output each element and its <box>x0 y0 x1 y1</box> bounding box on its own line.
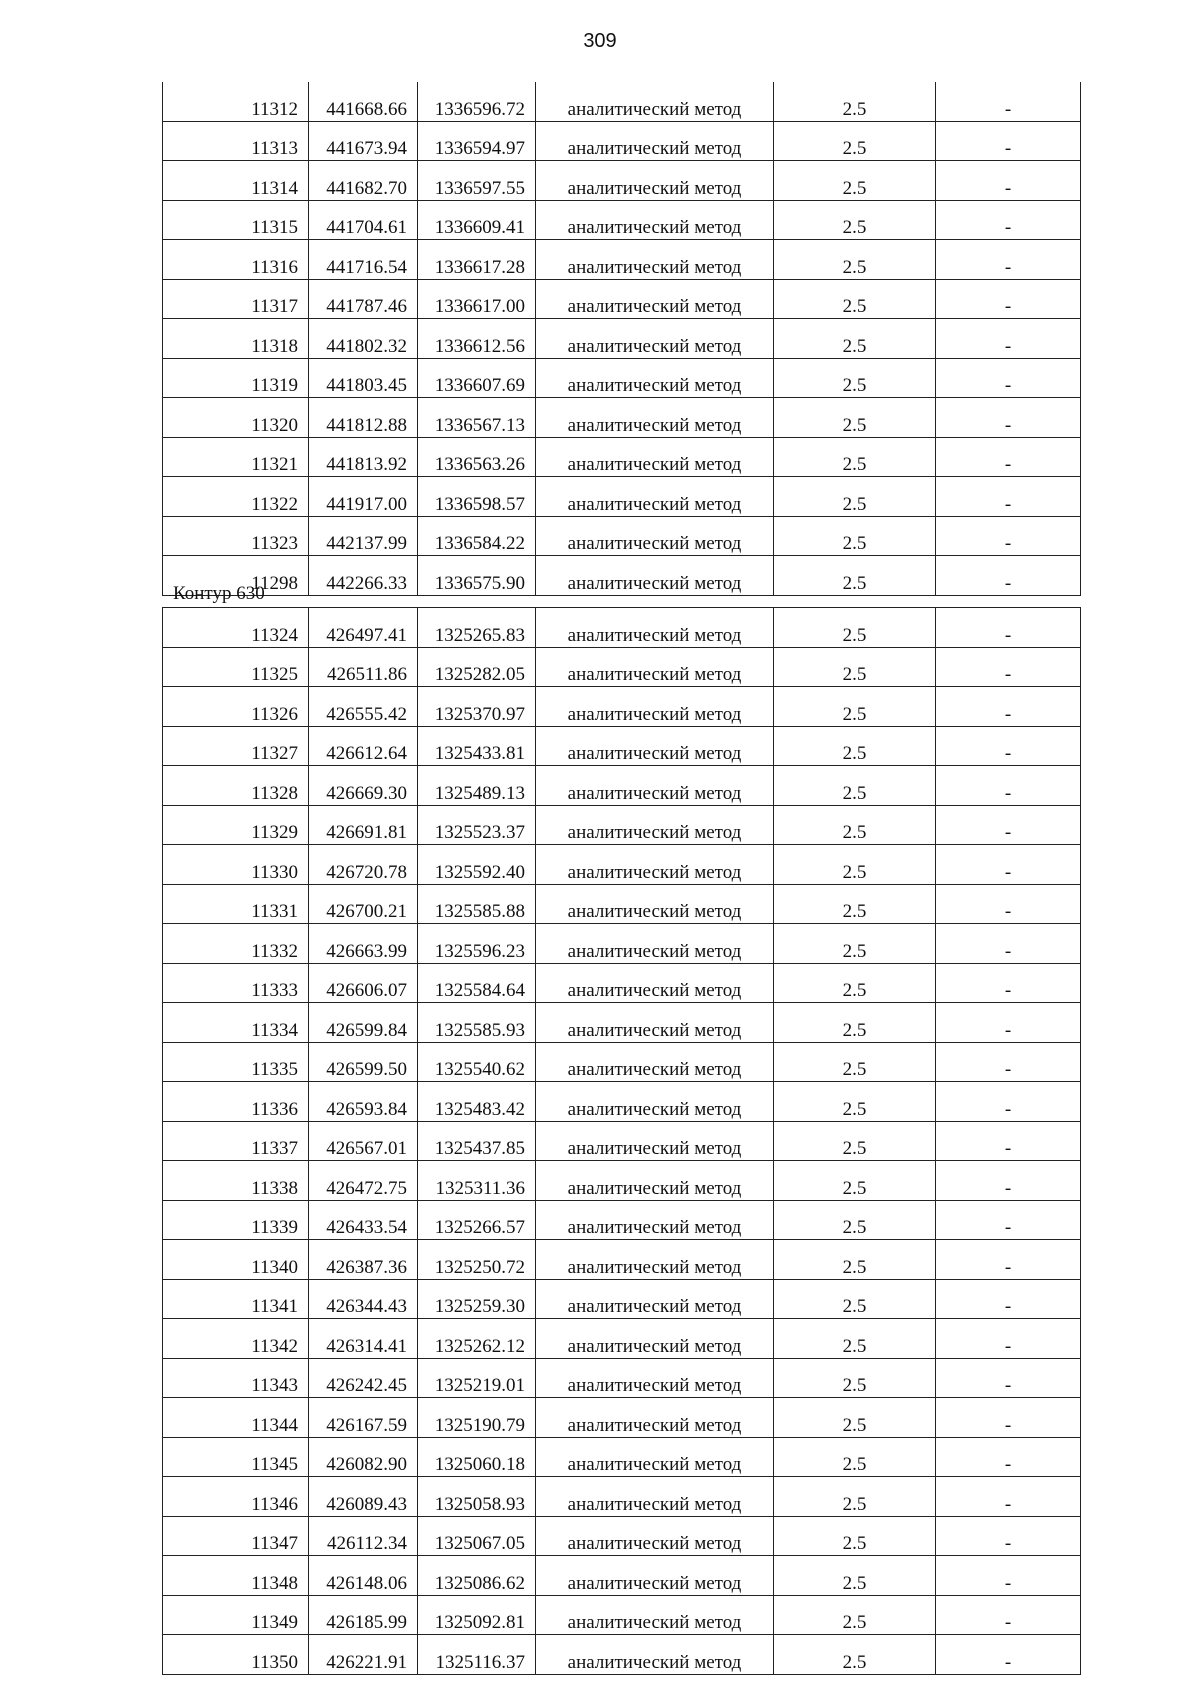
method-cell: аналитический метод <box>536 240 774 280</box>
point-number-cell: 11326 <box>163 687 309 727</box>
table-row <box>163 884 1081 924</box>
y-coordinate-cell: 1336617.28 <box>418 240 536 280</box>
method-cell: аналитический метод <box>536 1635 774 1675</box>
y-coordinate-cell: 1336597.55 <box>418 161 536 201</box>
x-coordinate-cell: 441917.00 <box>309 477 418 517</box>
x-coordinate-cell: 441668.66 <box>309 82 418 121</box>
note-cell: - <box>936 398 1081 438</box>
point-number-cell: 11324 <box>163 608 309 648</box>
note-cell: - <box>936 1477 1081 1517</box>
point-number-cell: 11328 <box>163 766 309 806</box>
x-coordinate-cell: 426221.91 <box>309 1635 418 1675</box>
point-number-cell: 11336 <box>163 1082 309 1122</box>
x-coordinate-cell: 441813.92 <box>309 437 418 477</box>
y-coordinate-cell: 1325540.62 <box>418 1042 536 1082</box>
y-coordinate-cell: 1336567.13 <box>418 398 536 438</box>
y-coordinate-cell: 1336594.97 <box>418 121 536 161</box>
table-row <box>163 1240 1081 1280</box>
note-cell: - <box>936 1398 1081 1438</box>
point-number-cell: 11314 <box>163 161 309 201</box>
note-cell: - <box>936 1595 1081 1635</box>
method-cell: аналитический метод <box>536 279 774 319</box>
x-coordinate-cell: 426472.75 <box>309 1161 418 1201</box>
x-coordinate-cell: 426185.99 <box>309 1595 418 1635</box>
accuracy-cell: 2.5 <box>774 1319 936 1359</box>
point-number-cell: 11313 <box>163 121 309 161</box>
table-row <box>163 1042 1081 1082</box>
note-cell: - <box>936 805 1081 845</box>
note-cell: - <box>936 884 1081 924</box>
accuracy-cell: 2.5 <box>774 766 936 806</box>
contour-label: Контур 630 <box>173 583 265 604</box>
y-coordinate-cell: 1325116.37 <box>418 1635 536 1675</box>
table-row <box>163 516 1081 556</box>
y-coordinate-cell: 1325219.01 <box>418 1358 536 1398</box>
accuracy-cell: 2.5 <box>774 240 936 280</box>
x-coordinate-cell: 426344.43 <box>309 1279 418 1319</box>
note-cell: - <box>936 1161 1081 1201</box>
y-coordinate-cell: 1325058.93 <box>418 1477 536 1517</box>
y-coordinate-cell: 1325086.62 <box>418 1556 536 1596</box>
point-number-cell: 11298 <box>163 556 309 596</box>
method-cell: аналитический метод <box>536 1437 774 1477</box>
method-cell: аналитический метод <box>536 1161 774 1201</box>
table-row <box>163 924 1081 964</box>
accuracy-cell: 2.5 <box>774 687 936 727</box>
coordinates-table-contour-630 <box>162 607 1081 1675</box>
table-row <box>163 766 1081 806</box>
accuracy-cell: 2.5 <box>774 608 936 648</box>
method-cell: аналитический метод <box>536 608 774 648</box>
note-cell: - <box>936 647 1081 687</box>
method-cell: аналитический метод <box>536 1398 774 1438</box>
table-row <box>163 1477 1081 1517</box>
accuracy-cell: 2.5 <box>774 845 936 885</box>
accuracy-cell: 2.5 <box>774 924 936 964</box>
table-row <box>163 1082 1081 1122</box>
note-cell: - <box>936 1437 1081 1477</box>
y-coordinate-cell: 1336584.22 <box>418 516 536 556</box>
method-cell: аналитический метод <box>536 963 774 1003</box>
table-row <box>163 1437 1081 1477</box>
table-row <box>163 358 1081 398</box>
table-row <box>163 319 1081 359</box>
point-number-cell: 11312 <box>163 82 309 121</box>
table-row <box>163 726 1081 766</box>
note-cell: - <box>936 121 1081 161</box>
note-cell: - <box>936 845 1081 885</box>
x-coordinate-cell: 426112.34 <box>309 1516 418 1556</box>
y-coordinate-cell: 1325067.05 <box>418 1516 536 1556</box>
method-cell: аналитический метод <box>536 1358 774 1398</box>
accuracy-cell: 2.5 <box>774 726 936 766</box>
accuracy-cell: 2.5 <box>774 1279 936 1319</box>
point-number-cell: 11335 <box>163 1042 309 1082</box>
table-row <box>163 1358 1081 1398</box>
y-coordinate-cell: 1325437.85 <box>418 1121 536 1161</box>
method-cell: аналитический метод <box>536 1082 774 1122</box>
x-coordinate-cell: 426612.64 <box>309 726 418 766</box>
point-number-cell: 11315 <box>163 200 309 240</box>
accuracy-cell: 2.5 <box>774 358 936 398</box>
table-row <box>163 1003 1081 1043</box>
accuracy-cell: 2.5 <box>774 1556 936 1596</box>
note-cell: - <box>936 279 1081 319</box>
y-coordinate-cell: 1325592.40 <box>418 845 536 885</box>
accuracy-cell: 2.5 <box>774 279 936 319</box>
accuracy-cell: 2.5 <box>774 477 936 517</box>
table-row <box>163 437 1081 477</box>
note-cell: - <box>936 766 1081 806</box>
accuracy-cell: 2.5 <box>774 1003 936 1043</box>
table-row <box>163 279 1081 319</box>
accuracy-cell: 2.5 <box>774 398 936 438</box>
table-row <box>163 121 1081 161</box>
method-cell: аналитический метод <box>536 477 774 517</box>
point-number-cell: 11331 <box>163 884 309 924</box>
x-coordinate-cell: 426691.81 <box>309 805 418 845</box>
point-number-cell: 11341 <box>163 1279 309 1319</box>
method-cell: аналитический метод <box>536 1003 774 1043</box>
y-coordinate-cell: 1336598.57 <box>418 477 536 517</box>
point-number-cell: 11342 <box>163 1319 309 1359</box>
table-row <box>163 1279 1081 1319</box>
point-number-cell: 11347 <box>163 1516 309 1556</box>
method-cell: аналитический метод <box>536 437 774 477</box>
point-number-cell: 11340 <box>163 1240 309 1280</box>
x-coordinate-cell: 441787.46 <box>309 279 418 319</box>
point-number-cell: 11349 <box>163 1595 309 1635</box>
x-coordinate-cell: 441704.61 <box>309 200 418 240</box>
table-row <box>163 1319 1081 1359</box>
accuracy-cell: 2.5 <box>774 516 936 556</box>
x-coordinate-cell: 426314.41 <box>309 1319 418 1359</box>
note-cell: - <box>936 556 1081 596</box>
y-coordinate-cell: 1325585.93 <box>418 1003 536 1043</box>
method-cell: аналитический метод <box>536 398 774 438</box>
x-coordinate-cell: 441716.54 <box>309 240 418 280</box>
y-coordinate-cell: 1325259.30 <box>418 1279 536 1319</box>
method-cell: аналитический метод <box>536 647 774 687</box>
x-coordinate-cell: 426555.42 <box>309 687 418 727</box>
note-cell: - <box>936 1358 1081 1398</box>
accuracy-cell: 2.5 <box>774 437 936 477</box>
y-coordinate-cell: 1336575.90 <box>418 556 536 596</box>
y-coordinate-cell: 1325266.57 <box>418 1200 536 1240</box>
note-cell: - <box>936 963 1081 1003</box>
note-cell: - <box>936 319 1081 359</box>
accuracy-cell: 2.5 <box>774 1635 936 1675</box>
table-row <box>163 398 1081 438</box>
y-coordinate-cell: 1336609.41 <box>418 200 536 240</box>
accuracy-cell: 2.5 <box>774 1042 936 1082</box>
x-coordinate-cell: 426242.45 <box>309 1358 418 1398</box>
x-coordinate-cell: 441682.70 <box>309 161 418 201</box>
point-number-cell: 11344 <box>163 1398 309 1438</box>
x-coordinate-cell: 426148.06 <box>309 1556 418 1596</box>
note-cell: - <box>936 437 1081 477</box>
method-cell: аналитический метод <box>536 319 774 359</box>
y-coordinate-cell: 1325523.37 <box>418 805 536 845</box>
accuracy-cell: 2.5 <box>774 556 936 596</box>
point-number-cell: 11319 <box>163 358 309 398</box>
point-number-cell: 11332 <box>163 924 309 964</box>
y-coordinate-cell: 1325370.97 <box>418 687 536 727</box>
point-number-cell: 11330 <box>163 845 309 885</box>
x-coordinate-cell: 426567.01 <box>309 1121 418 1161</box>
note-cell: - <box>936 608 1081 648</box>
point-number-cell: 11323 <box>163 516 309 556</box>
table-row <box>163 240 1081 280</box>
note-cell: - <box>936 1516 1081 1556</box>
accuracy-cell: 2.5 <box>774 1200 936 1240</box>
table-row <box>163 647 1081 687</box>
accuracy-cell: 2.5 <box>774 1398 936 1438</box>
method-cell: аналитический метод <box>536 1556 774 1596</box>
accuracy-cell: 2.5 <box>774 1240 936 1280</box>
accuracy-cell: 2.5 <box>774 647 936 687</box>
accuracy-cell: 2.5 <box>774 805 936 845</box>
note-cell: - <box>936 516 1081 556</box>
point-number-cell: 11348 <box>163 1556 309 1596</box>
x-coordinate-cell: 441812.88 <box>309 398 418 438</box>
y-coordinate-cell: 1325282.05 <box>418 647 536 687</box>
note-cell: - <box>936 1200 1081 1240</box>
accuracy-cell: 2.5 <box>774 1595 936 1635</box>
note-cell: - <box>936 1042 1081 1082</box>
method-cell: аналитический метод <box>536 200 774 240</box>
point-number-cell: 11329 <box>163 805 309 845</box>
y-coordinate-cell: 1336617.00 <box>418 279 536 319</box>
table-row <box>163 963 1081 1003</box>
y-coordinate-cell: 1325092.81 <box>418 1595 536 1635</box>
method-cell: аналитический метод <box>536 687 774 727</box>
x-coordinate-cell: 426167.59 <box>309 1398 418 1438</box>
method-cell: аналитический метод <box>536 516 774 556</box>
y-coordinate-cell: 1325483.42 <box>418 1082 536 1122</box>
page-number: 309 <box>583 30 617 52</box>
table-row <box>163 82 1081 121</box>
method-cell: аналитический метод <box>536 1200 774 1240</box>
method-cell: аналитический метод <box>536 1279 774 1319</box>
table-row <box>163 1516 1081 1556</box>
accuracy-cell: 2.5 <box>774 1121 936 1161</box>
accuracy-cell: 2.5 <box>774 200 936 240</box>
y-coordinate-cell: 1325250.72 <box>418 1240 536 1280</box>
note-cell: - <box>936 1319 1081 1359</box>
accuracy-cell: 2.5 <box>774 884 936 924</box>
method-cell: аналитический метод <box>536 766 774 806</box>
point-number-cell: 11318 <box>163 319 309 359</box>
method-cell: аналитический метод <box>536 358 774 398</box>
method-cell: аналитический метод <box>536 1516 774 1556</box>
y-coordinate-cell: 1325262.12 <box>418 1319 536 1359</box>
x-coordinate-cell: 426720.78 <box>309 845 418 885</box>
y-coordinate-cell: 1336563.26 <box>418 437 536 477</box>
x-coordinate-cell: 426599.50 <box>309 1042 418 1082</box>
y-coordinate-cell: 1325060.18 <box>418 1437 536 1477</box>
x-coordinate-cell: 426089.43 <box>309 1477 418 1517</box>
point-number-cell: 11317 <box>163 279 309 319</box>
table-row <box>163 1398 1081 1438</box>
x-coordinate-cell: 441803.45 <box>309 358 418 398</box>
x-coordinate-cell: 441802.32 <box>309 319 418 359</box>
accuracy-cell: 2.5 <box>774 1516 936 1556</box>
x-coordinate-cell: 441673.94 <box>309 121 418 161</box>
y-coordinate-cell: 1336596.72 <box>418 82 536 121</box>
y-coordinate-cell: 1325433.81 <box>418 726 536 766</box>
note-cell: - <box>936 1556 1081 1596</box>
accuracy-cell: 2.5 <box>774 1082 936 1122</box>
method-cell: аналитический метод <box>536 805 774 845</box>
point-number-cell: 11322 <box>163 477 309 517</box>
accuracy-cell: 2.5 <box>774 161 936 201</box>
table-row <box>163 477 1081 517</box>
table-row <box>163 1161 1081 1201</box>
table-row <box>163 556 1081 596</box>
table-row <box>163 200 1081 240</box>
method-cell: аналитический метод <box>536 924 774 964</box>
y-coordinate-cell: 1325489.13 <box>418 766 536 806</box>
x-coordinate-cell: 426433.54 <box>309 1200 418 1240</box>
x-coordinate-cell: 426663.99 <box>309 924 418 964</box>
x-coordinate-cell: 426669.30 <box>309 766 418 806</box>
accuracy-cell: 2.5 <box>774 963 936 1003</box>
point-number-cell: 11343 <box>163 1358 309 1398</box>
note-cell: - <box>936 687 1081 727</box>
method-cell: аналитический метод <box>536 884 774 924</box>
table-row <box>163 1556 1081 1596</box>
accuracy-cell: 2.5 <box>774 121 936 161</box>
table-row <box>163 805 1081 845</box>
note-cell: - <box>936 1635 1081 1675</box>
point-number-cell: 11338 <box>163 1161 309 1201</box>
method-cell: аналитический метод <box>536 1319 774 1359</box>
method-cell: аналитический метод <box>536 82 774 121</box>
accuracy-cell: 2.5 <box>774 319 936 359</box>
note-cell: - <box>936 1121 1081 1161</box>
x-coordinate-cell: 426606.07 <box>309 963 418 1003</box>
note-cell: - <box>936 82 1081 121</box>
method-cell: аналитический метод <box>536 1240 774 1280</box>
table-row <box>163 161 1081 201</box>
method-cell: аналитический метод <box>536 556 774 596</box>
x-coordinate-cell: 426511.86 <box>309 647 418 687</box>
y-coordinate-cell: 1336607.69 <box>418 358 536 398</box>
method-cell: аналитический метод <box>536 726 774 766</box>
point-number-cell: 11333 <box>163 963 309 1003</box>
note-cell: - <box>936 200 1081 240</box>
method-cell: аналитический метод <box>536 1121 774 1161</box>
table-row <box>163 608 1081 648</box>
method-cell: аналитический метод <box>536 1595 774 1635</box>
x-coordinate-cell: 426082.90 <box>309 1437 418 1477</box>
accuracy-cell: 2.5 <box>774 1358 936 1398</box>
x-coordinate-cell: 426700.21 <box>309 884 418 924</box>
table-row <box>163 845 1081 885</box>
point-number-cell: 11339 <box>163 1200 309 1240</box>
method-cell: аналитический метод <box>536 845 774 885</box>
point-number-cell: 11320 <box>163 398 309 438</box>
method-cell: аналитический метод <box>536 1042 774 1082</box>
y-coordinate-cell: 1325265.83 <box>418 608 536 648</box>
point-number-cell: 11325 <box>163 647 309 687</box>
method-cell: аналитический метод <box>536 1477 774 1517</box>
x-coordinate-cell: 426599.84 <box>309 1003 418 1043</box>
note-cell: - <box>936 1279 1081 1319</box>
note-cell: - <box>936 240 1081 280</box>
note-cell: - <box>936 161 1081 201</box>
method-cell: аналитический метод <box>536 121 774 161</box>
x-coordinate-cell: 426497.41 <box>309 608 418 648</box>
method-cell: аналитический метод <box>536 161 774 201</box>
table-row <box>163 1121 1081 1161</box>
x-coordinate-cell: 442266.33 <box>309 556 418 596</box>
x-coordinate-cell: 442137.99 <box>309 516 418 556</box>
note-cell: - <box>936 924 1081 964</box>
note-cell: - <box>936 1240 1081 1280</box>
point-number-cell: 11350 <box>163 1635 309 1675</box>
y-coordinate-cell: 1336612.56 <box>418 319 536 359</box>
note-cell: - <box>936 1082 1081 1122</box>
point-number-cell: 11334 <box>163 1003 309 1043</box>
note-cell: - <box>936 1003 1081 1043</box>
point-number-cell: 11327 <box>163 726 309 766</box>
y-coordinate-cell: 1325596.23 <box>418 924 536 964</box>
coordinates-table-continued <box>162 82 1081 596</box>
note-cell: - <box>936 726 1081 766</box>
point-number-cell: 11346 <box>163 1477 309 1517</box>
note-cell: - <box>936 477 1081 517</box>
point-number-cell: 11316 <box>163 240 309 280</box>
point-number-cell: 11337 <box>163 1121 309 1161</box>
y-coordinate-cell: 1325190.79 <box>418 1398 536 1438</box>
x-coordinate-cell: 426387.36 <box>309 1240 418 1280</box>
table-row <box>163 1200 1081 1240</box>
accuracy-cell: 2.5 <box>774 82 936 121</box>
y-coordinate-cell: 1325585.88 <box>418 884 536 924</box>
accuracy-cell: 2.5 <box>774 1161 936 1201</box>
table-row <box>163 687 1081 727</box>
y-coordinate-cell: 1325584.64 <box>418 963 536 1003</box>
accuracy-cell: 2.5 <box>774 1437 936 1477</box>
x-coordinate-cell: 426593.84 <box>309 1082 418 1122</box>
table-row <box>163 1635 1081 1675</box>
point-number-cell: 11321 <box>163 437 309 477</box>
accuracy-cell: 2.5 <box>774 1477 936 1517</box>
y-coordinate-cell: 1325311.36 <box>418 1161 536 1201</box>
note-cell: - <box>936 358 1081 398</box>
table-row <box>163 1595 1081 1635</box>
point-number-cell: 11345 <box>163 1437 309 1477</box>
